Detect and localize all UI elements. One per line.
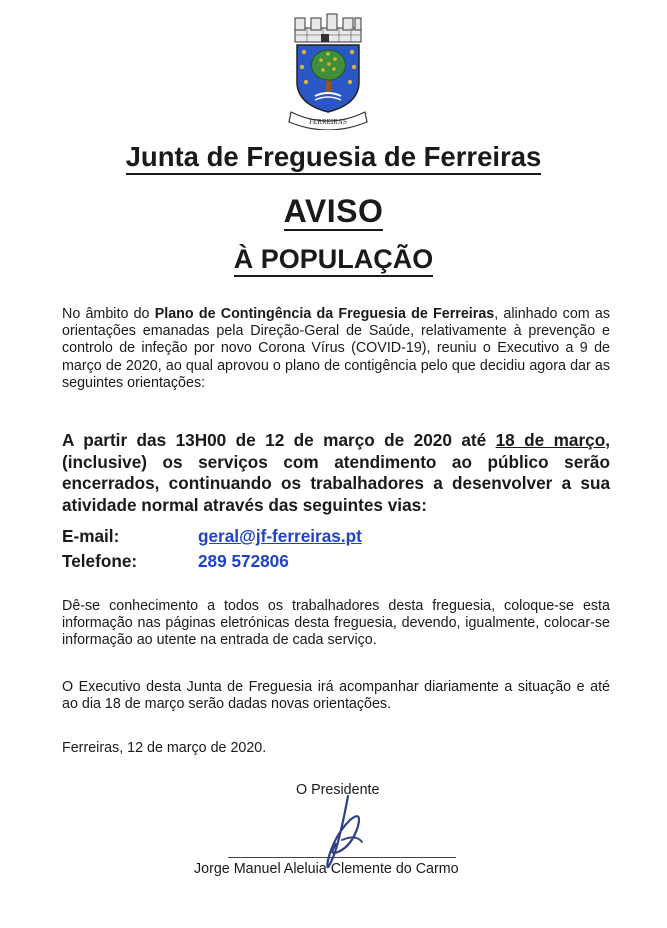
closure-notice bbox=[62, 430, 610, 516]
phone-label: Telefone: bbox=[62, 551, 138, 571]
intro-suffix: , alinhado com as orientações emanadas pela Direção-Geral de Saúde, relativamente à prevenção e controlo de infeção por novo Corona Vírus (COVID-19), reuniu o Executivo a 9 de março de 2020, ao qual aprovou o plano de contigência pelo que decidiu agora dar as seguintes orientações: bbox=[62, 306, 610, 391]
closure-end-date: 18 de março bbox=[495, 430, 606, 450]
president-name: Jorge Manuel Aleluia Clemente do Carmo bbox=[194, 861, 459, 877]
monitoring-paragraph: O Executivo desta Junta de Freguesia irá acompanhar diariamente a situação e até ao dia 18 de março serão dadas novas orientações. bbox=[62, 679, 610, 713]
closure-notice-part1: A partir das 13H00 de 12 de março de 2020 até bbox=[62, 430, 496, 450]
signature-line bbox=[228, 857, 456, 858]
plan-name: Plano de Contingência da Freguesia de Ferreiras bbox=[154, 306, 495, 322]
email-label: E-mail: bbox=[62, 526, 120, 546]
email-link[interactable]: geral@jf-ferreiras.pt bbox=[198, 526, 362, 546]
president-title: O Presidente bbox=[296, 782, 380, 798]
org-title-text: Junta de Freguesia de Ferreiras bbox=[126, 141, 542, 175]
place-date: Ferreiras, 12 de março de 2020. bbox=[62, 740, 267, 756]
intro-prefix: No âmbito do bbox=[62, 306, 155, 322]
notice-subtitle-text: À POPULAÇÃO bbox=[234, 244, 434, 277]
intro-paragraph bbox=[62, 306, 610, 392]
coat-of-arms-icon bbox=[285, 12, 371, 130]
notice-subtitle bbox=[0, 244, 667, 275]
closure-notice-part2: , (inclusive) os serviços com atendimento ao público serão encerrados, continuando os trabalhadores a desenvolver a sua atividade normal através das seguintes vias: bbox=[62, 430, 610, 515]
page-title bbox=[0, 141, 667, 173]
notice-title bbox=[0, 193, 667, 230]
crest-ribbon-text: FERREIRAS bbox=[309, 118, 347, 126]
phone-number: 289 572806 bbox=[198, 551, 289, 571]
notice-title-text: AVISO bbox=[283, 193, 384, 229]
knowledge-paragraph: Dê-se conhecimento a todos os trabalhadores desta freguesia, coloque-se esta informação nas páginas eletrónicas desta freguesia, devendo, igualmente, colocar-se informação ao utente na entrada de cada serviço. bbox=[62, 598, 610, 649]
